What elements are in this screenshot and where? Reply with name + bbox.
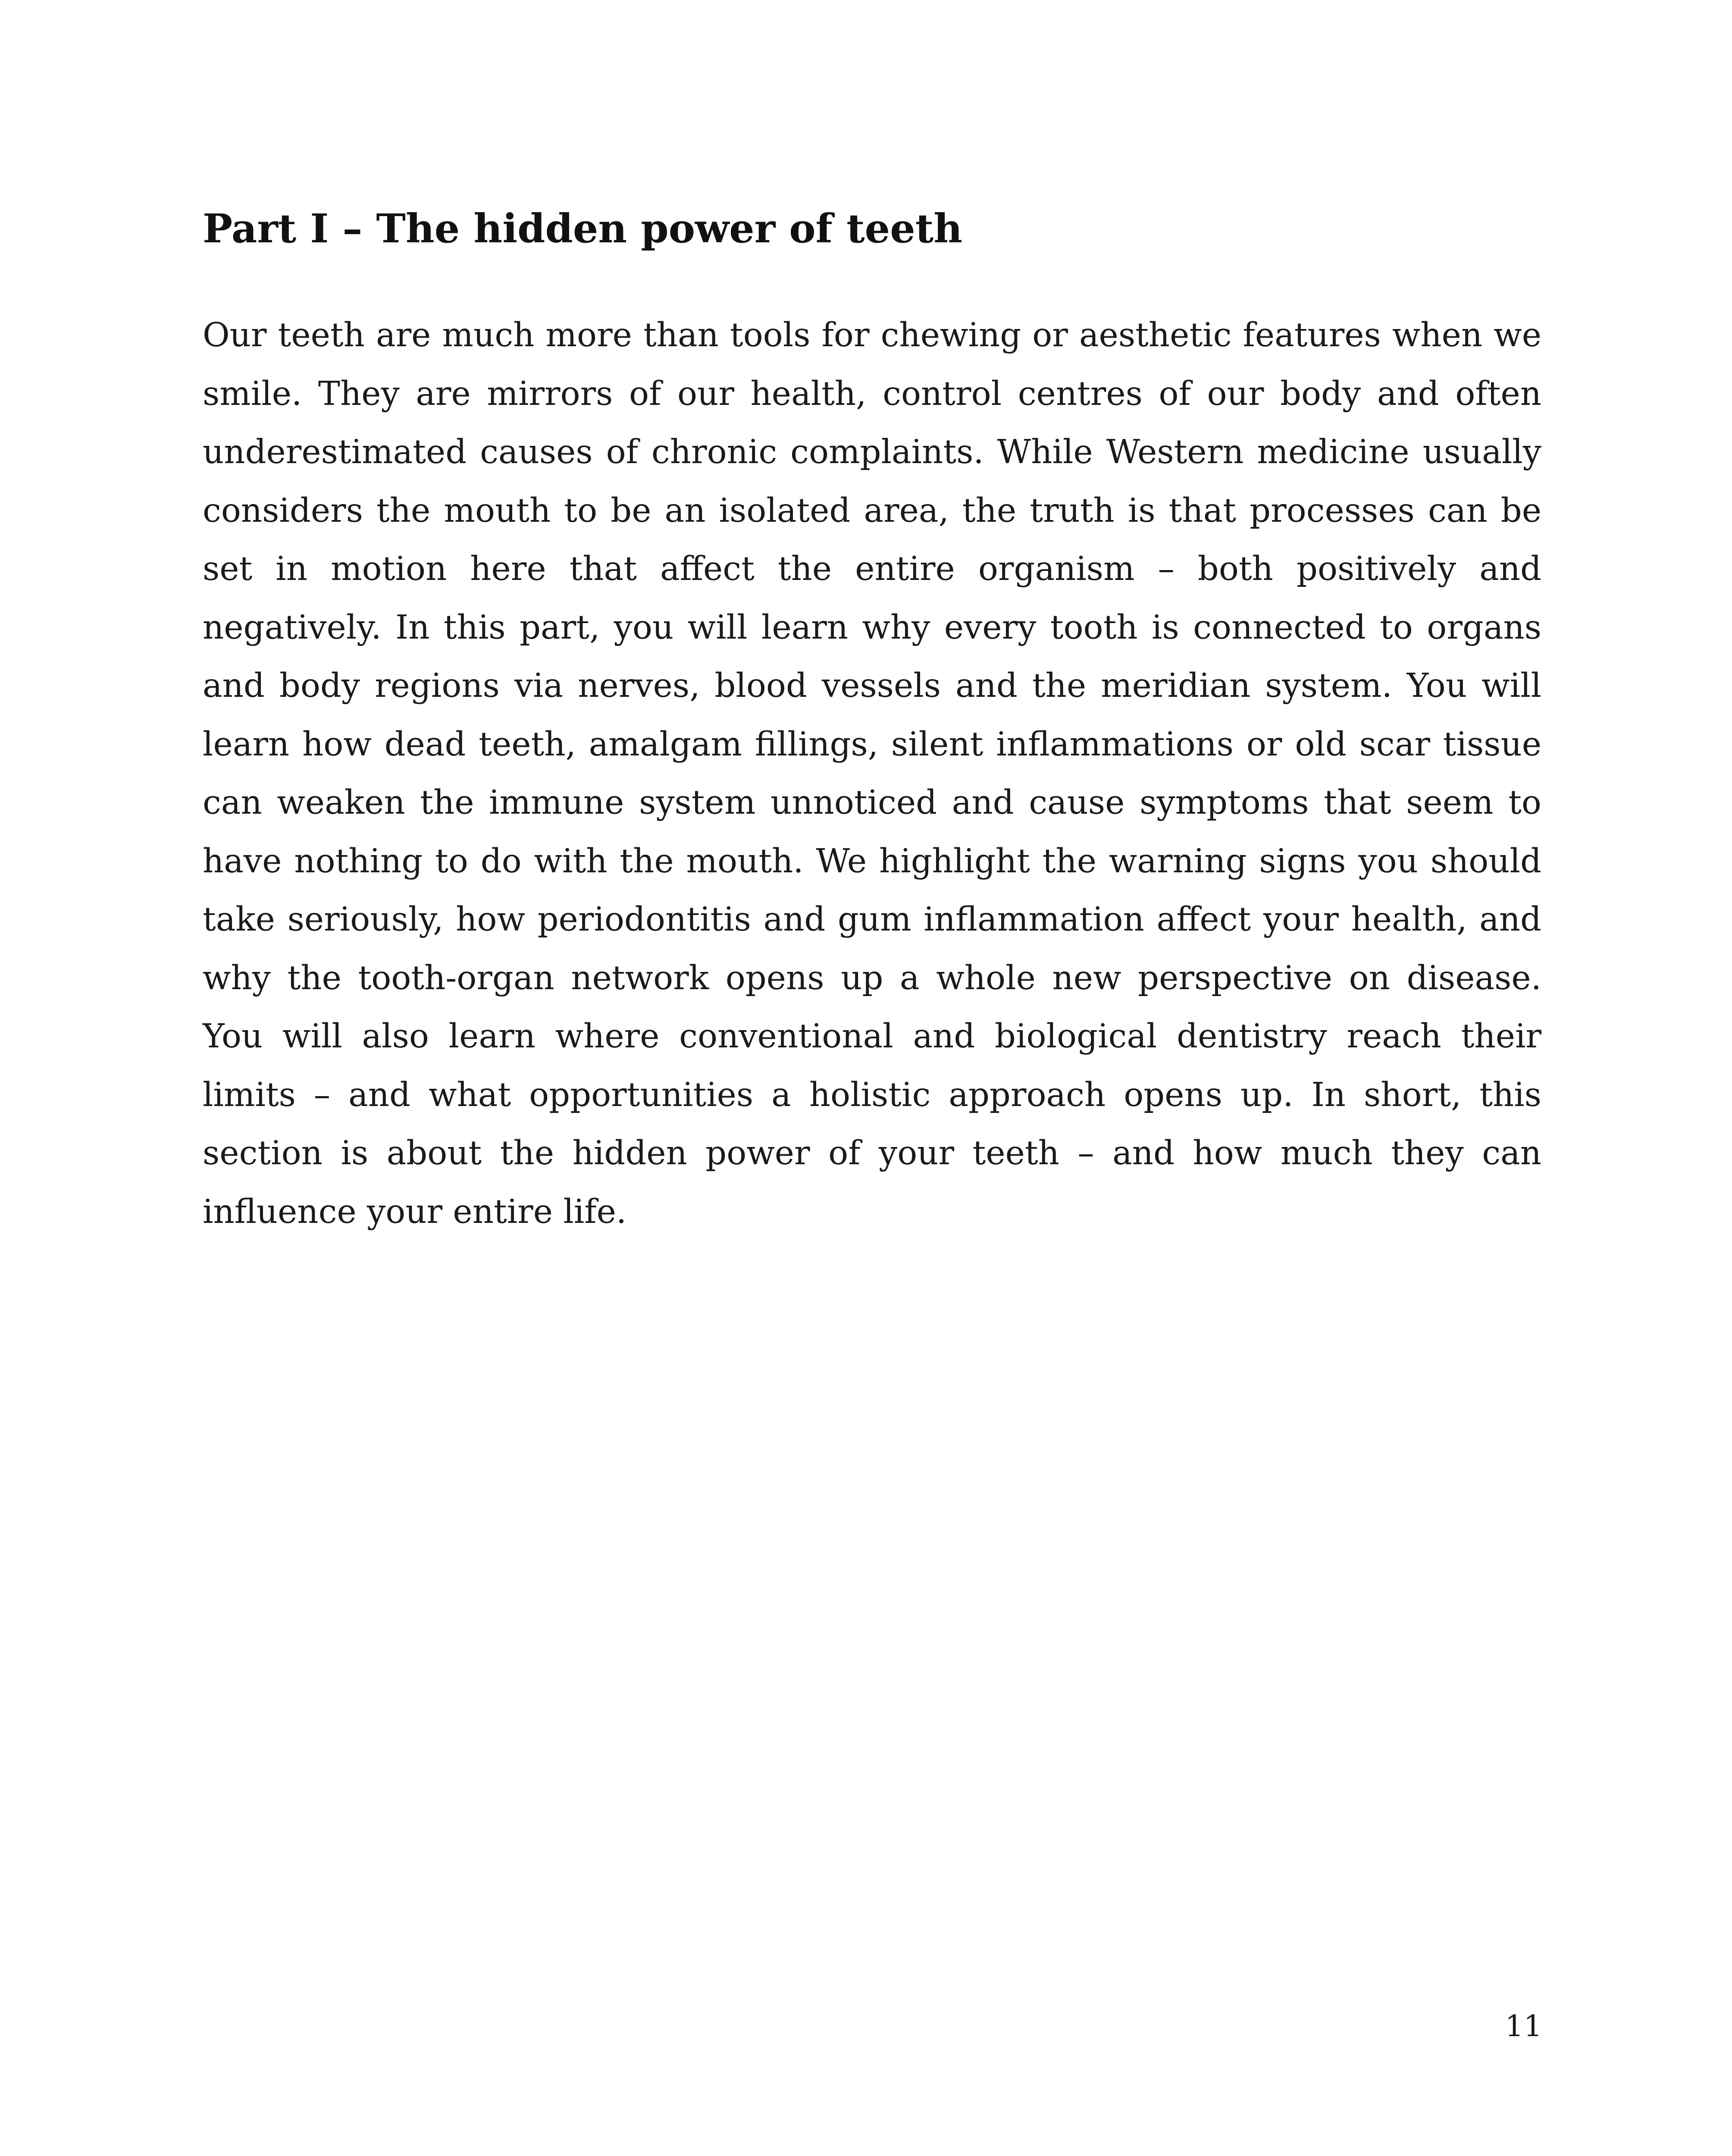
body-paragraph: Our teeth are much more than tools for chewing or aesthetic features when we smile. They are mirrors of our health, control centres of our body and often underestimated causes of chronic complaints. While Western medicine usually considers the mouth to be an isolated area, the truth is that processes can be set in motion here that affect the entire organism – both positively and negatively. In this part, you will learn why every tooth is connected to organs and body regions via nerves, blood vessels and the meridian system. You will learn how dead teeth, amalgam fillings, silent inflammations or old scar tissue can weaken the immune system unnoticed and cause symptoms that seem to have nothing to do with the mouth. We highlight the warning signs you should take seriously, how periodontitis and gum inflammation affect your health, and why the tooth-organ network opens up a whole new perspective on disease. You will also learn where conventional and biological dentistry reach their limits – and what opportunities a holistic approach opens up. In short, this section is about the hidden power of your teeth – and how much they can influence your entire life. <box>203 316 1541 1231</box>
page-number: 11 <box>1505 2009 1542 2043</box>
section-heading: Part I – The hidden power of teeth <box>203 205 963 252</box>
